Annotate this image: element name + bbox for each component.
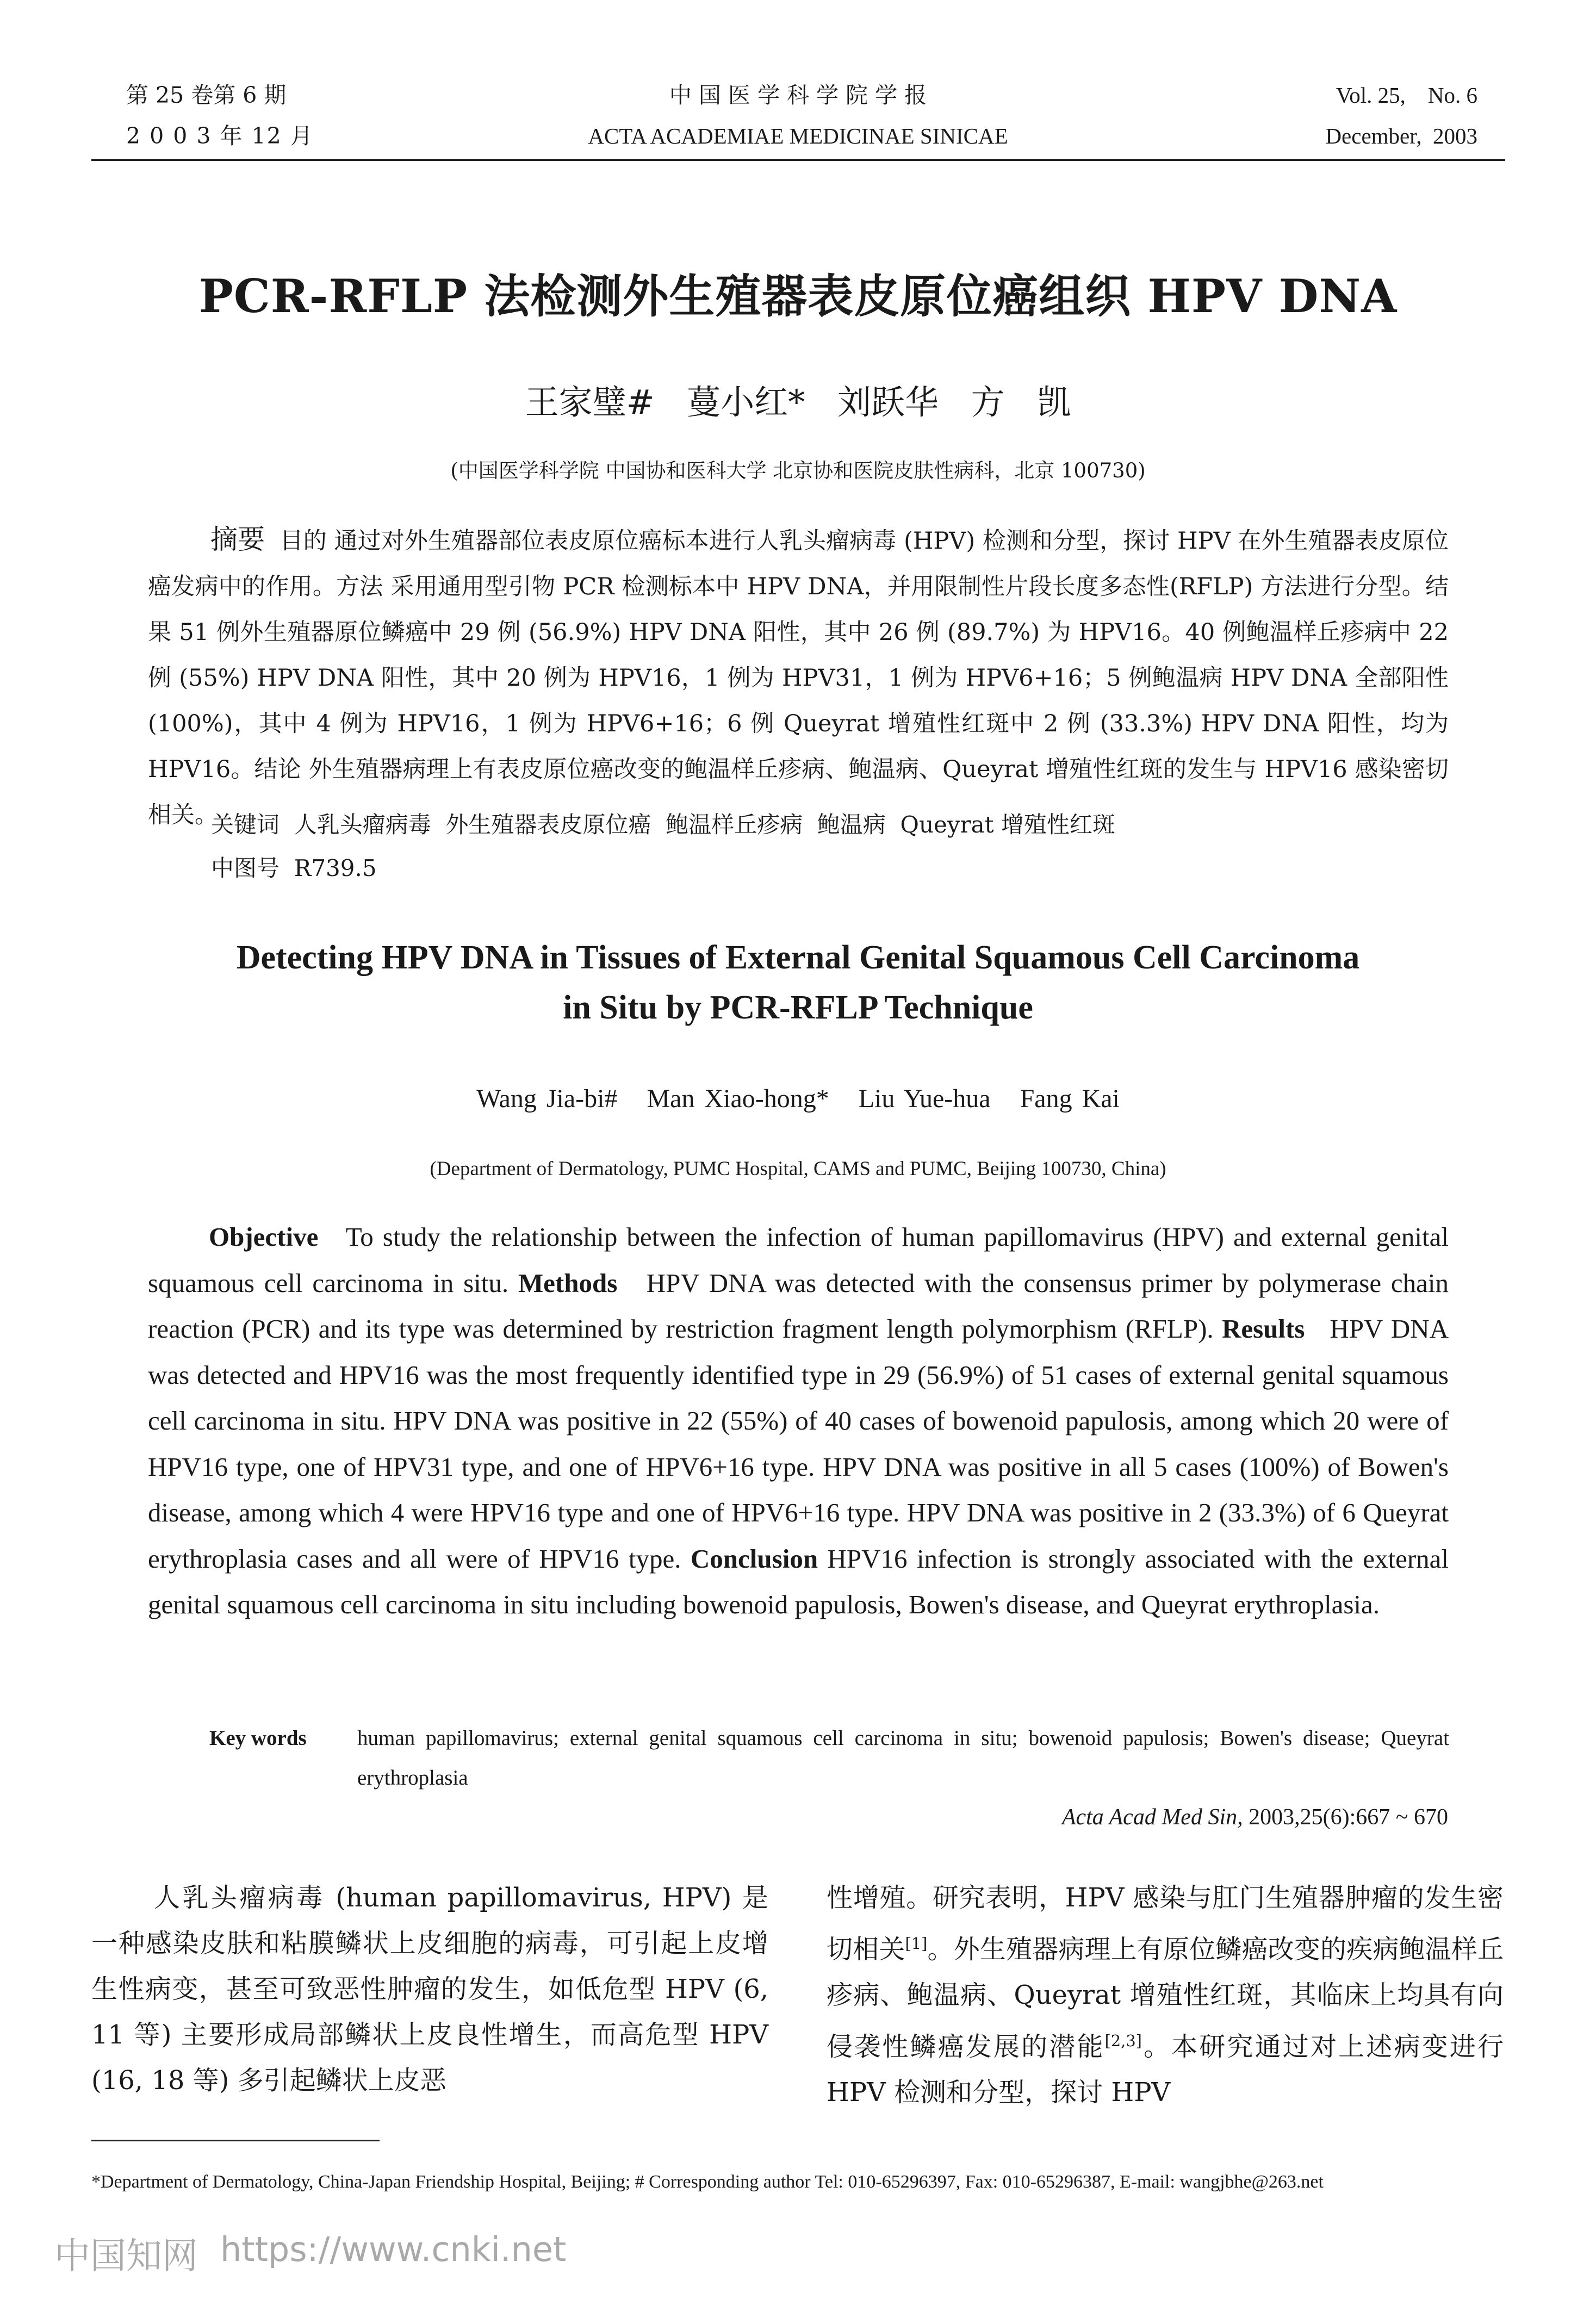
- header-month: December, 2003: [1325, 123, 1477, 148]
- header-date: 2 0 0 3 年 12 月: [126, 123, 314, 149]
- body-text-part-2: 。外生殖器病理上有原位鳞癌改变的疾病鲍温样丘疹病、鲍温病、Queyrat 增殖性红斑，其临床上均具有向侵袭性鳞癌发展的潜能: [827, 1934, 1504, 2062]
- chinese-authors: 王家璧# 蔓小红* 刘跃华 方 凯: [525, 382, 1071, 422]
- header-volume: 第 25 卷第 6 期: [126, 82, 287, 108]
- header-journal-en: ACTA ACADEMIAE MEDICINAE SINICAE: [588, 123, 1008, 148]
- body-column-left: 人乳头瘤病毒 (human papillomavirus, HPV) 是一种感染皮肤和粘膜鳞状上皮细胞的病毒，可引起上皮增生性病变，甚至可致恶性肿瘤的发生，如低危型 HPV (6, 11 等) 主要形成局部鳞状上皮良性增生，而高危型 HPV (16, 18 等) 多引起鳞状上皮恶: [91, 1883, 768, 2096]
- reference-2-3: [2,3]: [1104, 2032, 1142, 2050]
- english-keywords-label: Key words: [209, 1726, 307, 1750]
- footnote-rule: [91, 2140, 380, 2141]
- header-journal-cn: 中 国 医 学 科 学 院 学 报: [669, 82, 927, 108]
- chinese-abstract-text: 目的 通过对外生殖器部位表皮原位癌标本进行人乳头瘤病毒 (HPV) 检测和分型，探讨 HPV 在外生殖器表皮原位癌发病中的作用。方法 采用通用型引物 PCR 检测标本中 HPV DNA，并用限制性片段长度多态性(RFLP) 方法进行分型。结果 51 例外生殖器原位鳞癌中 29 例 (56.9%) HPV DNA 阳性，其中 26 例 (89.7%) 为 HPV16。40 例鲍温样丘疹病中 22 例 (55%) HPV DNA 阳性，其中 20 例为 HPV16，1 例为 HPV31，1 例为 HPV6+16；5 例鲍温病 HPV DNA 全部阳性 (100%)，其中 4 例为 HPV16，1 例为 HPV6+16；6 例 Queyrat 增殖性红斑中 2 例 (33.3%) HPV DNA 阳性，均为 HPV16。结论 外生殖器病理上有表皮原位癌改变的鲍温样丘疹病、鲍温病、Queyrat 增殖性红斑的发生与 HPV16 感染密切相关。: [148, 527, 1449, 829]
- english-authors: Wang Jia-bi# Man Xiao-hong* Liu Yue-hua Fang Kai: [476, 1084, 1120, 1113]
- chinese-clc-number: 中图号 R739.5: [211, 855, 377, 881]
- english-affiliation: (Department of Dermatology, PUMC Hospital, CAMS and PUMC, Beijing 100730, China): [430, 1158, 1166, 1180]
- methods-label: Methods: [518, 1268, 618, 1298]
- reference-1: [1]: [905, 1934, 928, 1953]
- citation-details: 2003,25(6):667 ~ 670: [1243, 1805, 1448, 1830]
- results-label: Results: [1221, 1314, 1305, 1344]
- citation-journal: Acta Acad Med Sin,: [1061, 1805, 1243, 1830]
- footnote: *Department of Dermatology, China-Japan Friendship Hospital, Beijing; # Corresponding author Tel: 010-65296397, Fax: 010-65296387, E-mail: wangjbhe@263.net: [91, 2172, 1324, 2192]
- cnki-watermark-url: https://www.cnki.net: [220, 2229, 567, 2269]
- cnki-watermark-logo: 中国知网: [54, 2235, 198, 2277]
- conclusion-text: HPV16 infection is strongly associated with the external genital squamous cell carcinoma in situ including bowenoid papulosis, Bowen's disease, and Queyrat erythroplasia.: [148, 1543, 1449, 1619]
- results-text: HPV DNA was detected and HPV16 was the most frequently identified type in 29 (56.9%) of 51 cases of external genital squamous cell carcinoma in situ. HPV DNA was positive in 22 (55%) of 40 cases of bowenoid papulosis, among which 20 were of HPV16 type, one of HPV31 type, and one of HPV6+16 type. HPV DNA was positive in all 5 cases (100%) of Bowen's disease, among which 4 were HPV16 type and one of HPV6+16 type. HPV DNA was positive in 2 (33.3%) of 6 Queyrat erythroplasia cases and all were of HPV16 type.: [148, 1314, 1449, 1574]
- methods-text: HPV DNA was detected with the consensus primer by polymerase chain reaction (PCR) and its type was determined by restriction fragment length polymorphism (RFLP).: [148, 1268, 1449, 1344]
- chinese-keywords: 关键词 人乳头瘤病毒 外生殖器表皮原位癌 鲍温样丘疹病 鲍温病 Queyrat 增殖性红斑: [211, 811, 1115, 838]
- english-title-line-2: in Situ by PCR-RFLP Technique: [563, 989, 1033, 1026]
- chinese-abstract: [148, 517, 1449, 838]
- objective-label: Objective: [209, 1222, 319, 1252]
- body-column-right: [827, 1875, 1504, 2115]
- objective-text: To study the relationship between the infection of human papillomavirus (HPV) and external genital squamous cell carcinoma in situ.: [148, 1222, 1449, 1298]
- english-abstract: [148, 1214, 1449, 1628]
- header-vol-no: Vol. 25, No. 6: [1336, 83, 1477, 108]
- body-text-part-3: 。本研究通过对上述病变进行 HPV 检测和分型，探讨 HPV: [827, 2032, 1504, 2108]
- citation: [1062, 1804, 1448, 1830]
- chinese-abstract-label: 摘要: [210, 524, 265, 555]
- english-title: [0, 933, 1596, 1033]
- chinese-title: PCR-RFLP 法检测外生殖器表皮原位癌组织 HPV DNA: [198, 269, 1398, 323]
- body-text-part-1: 性增殖。研究表明，HPV 感染与肛门生殖器肿瘤的发生密切相关: [827, 1883, 1504, 1965]
- conclusion-label: Conclusion: [690, 1543, 818, 1574]
- header-rule: [91, 159, 1505, 161]
- english-title-line-1: Detecting HPV DNA in Tissues of External Genital Squamous Cell Carcinoma: [236, 939, 1360, 976]
- chinese-affiliation: (中国医学科学院 中国协和医科大学 北京协和医院皮肤性病科，北京 100730): [450, 459, 1146, 482]
- english-keywords-text: human papillomavirus; external genital squamous cell carcinoma in situ; bowenoid papulosis; Bowen's disease; Queyrat erythroplasia: [357, 1726, 1449, 1790]
